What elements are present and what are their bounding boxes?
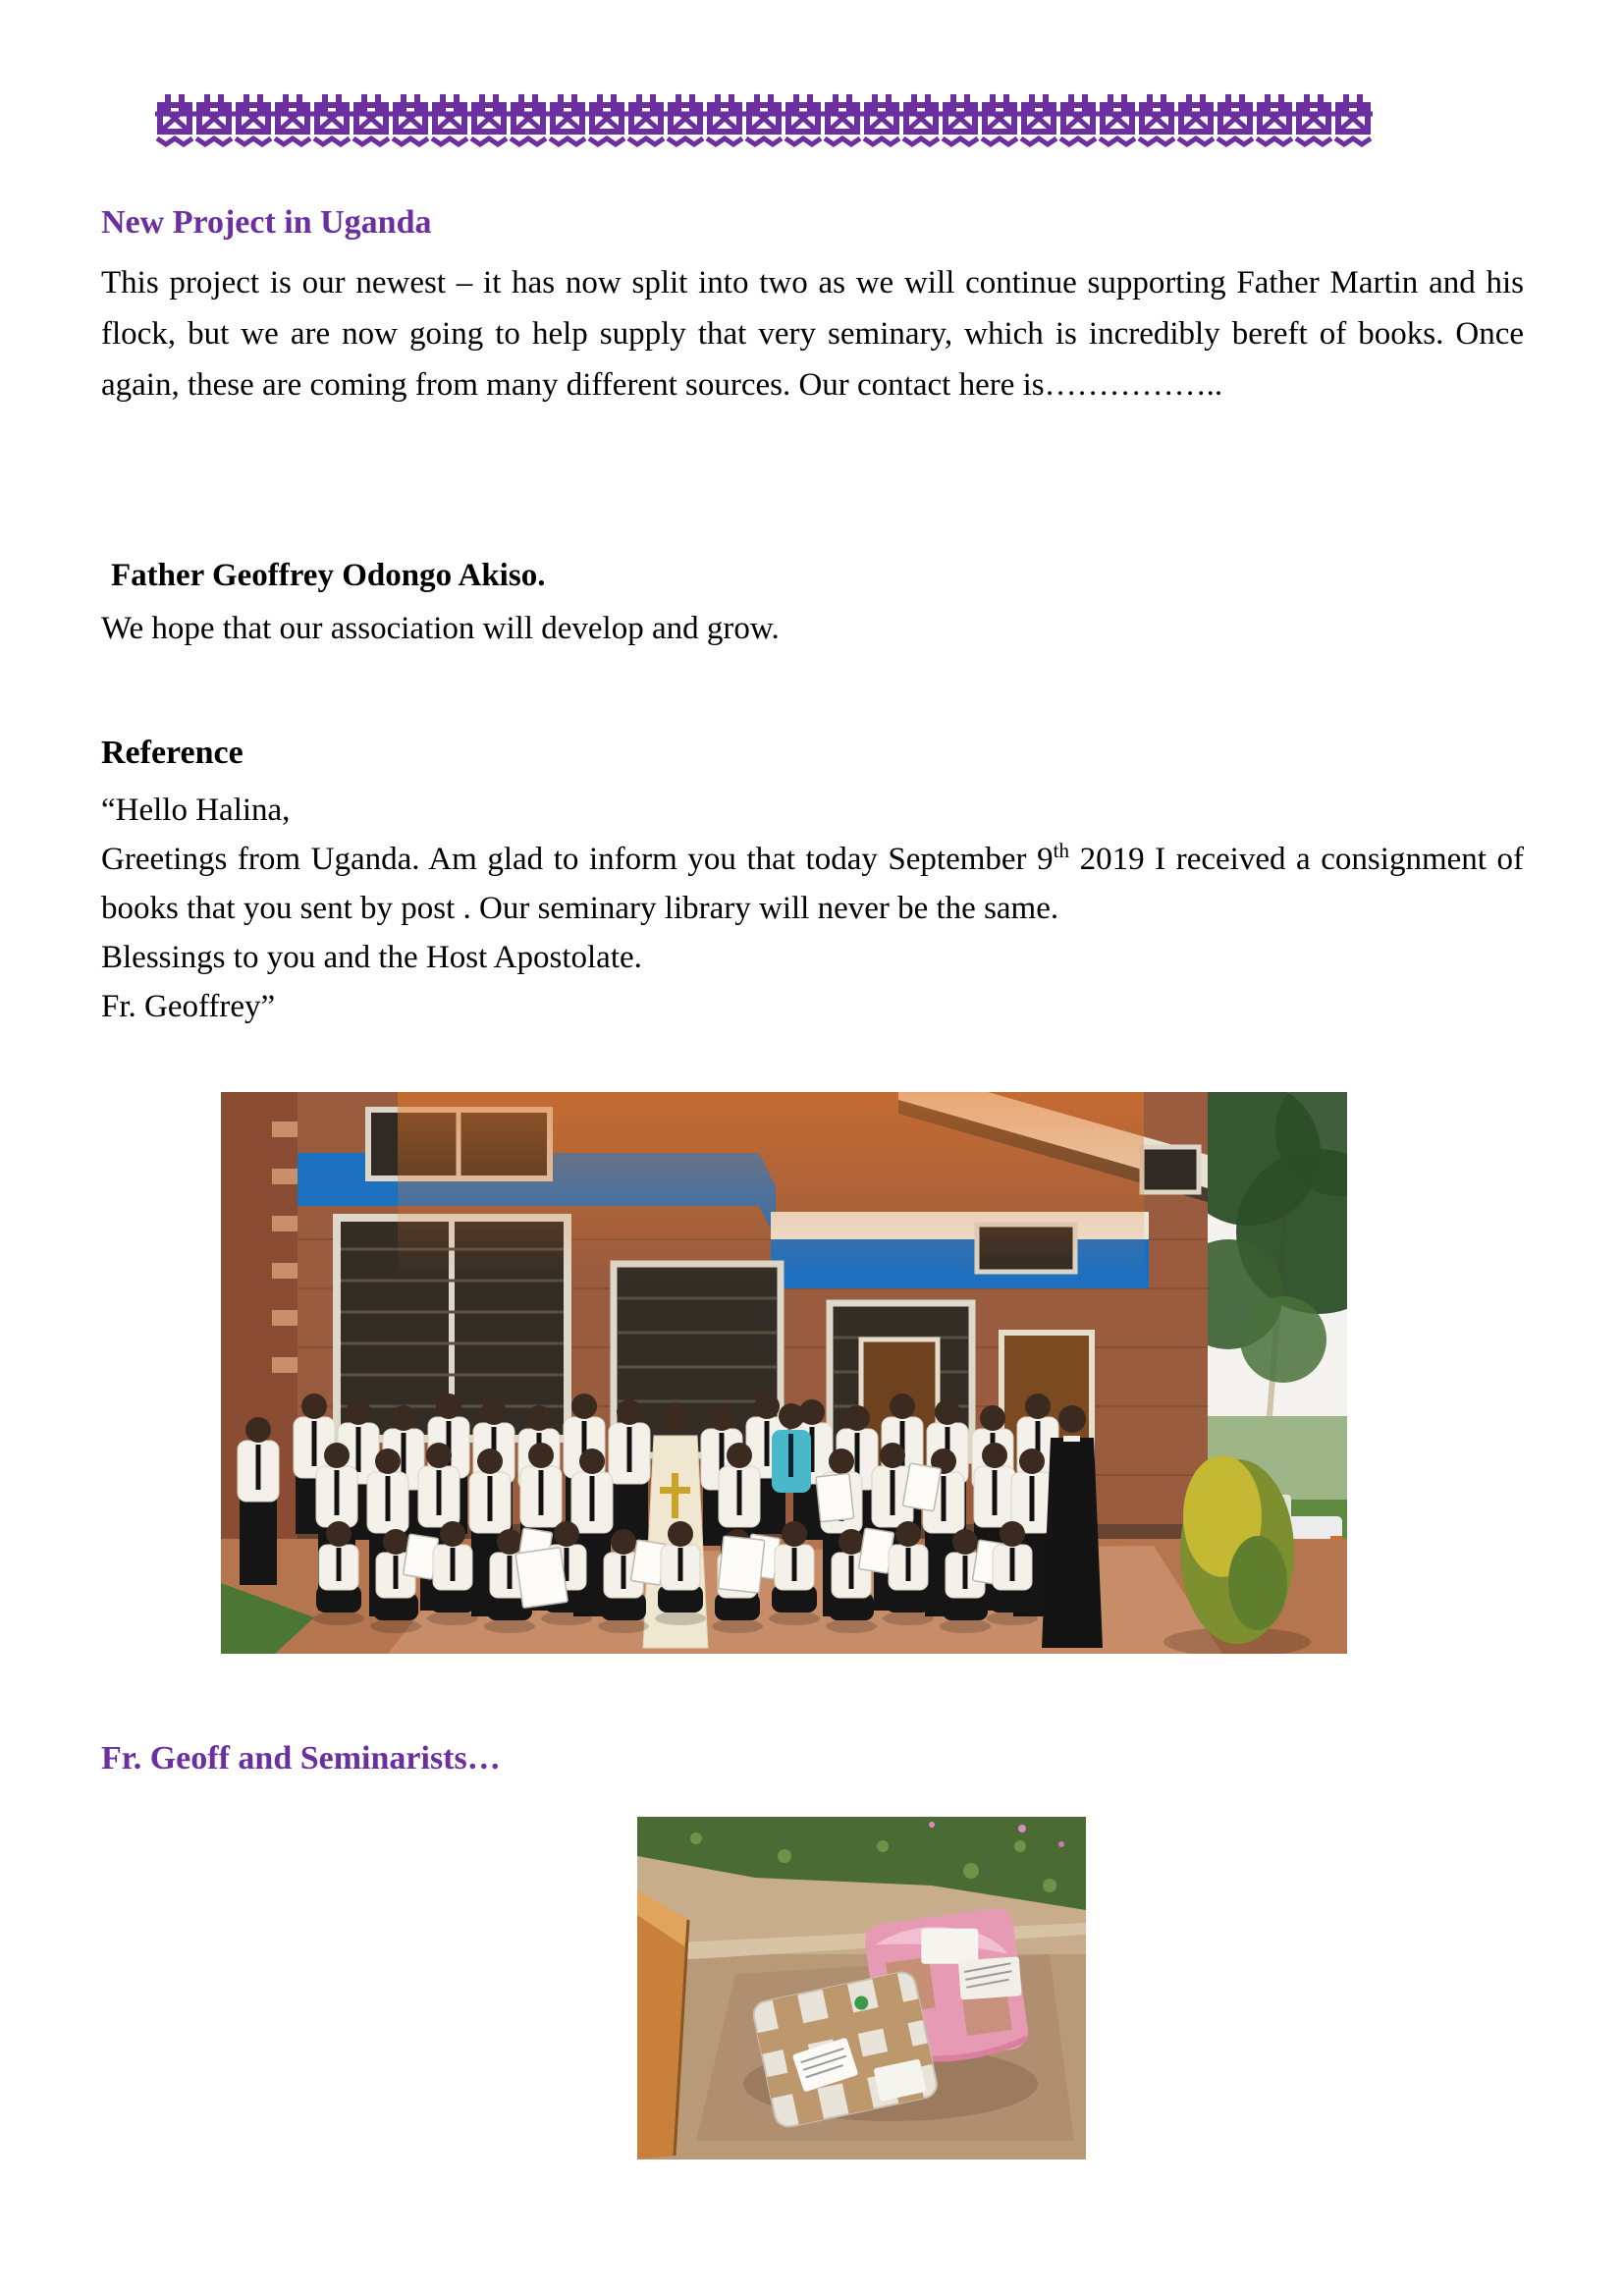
group-photo <box>221 1092 1347 1654</box>
border-ornament-icon <box>901 92 941 149</box>
border-ornament-icon <box>1333 92 1373 149</box>
border-ornament-icon <box>941 92 980 149</box>
decorative-border <box>155 92 1373 149</box>
border-ornament-icon <box>705 92 744 149</box>
border-ornament-icon <box>823 92 862 149</box>
quote-blessing: Blessings to you and the Host Apostolate. <box>101 940 642 975</box>
reference-quote <box>101 786 1524 1031</box>
border-ornament-icon <box>469 92 509 149</box>
quote-greeting <box>101 835 1524 933</box>
border-ornament-icon <box>1019 92 1058 149</box>
quote-signature: Fr. Geoffrey” <box>101 989 276 1024</box>
border-ornament-icon <box>234 92 273 149</box>
border-ornament-icon <box>1176 92 1216 149</box>
border-ornament-icon <box>784 92 823 149</box>
border-ornament-icon <box>312 92 352 149</box>
border-ornament-icon <box>666 92 705 149</box>
photo-caption: Fr. Geoff and Seminarists… <box>101 1740 501 1777</box>
intro-paragraph: This project is our newest – it has now split into two as we will continue supporting Father Martin and his flock, but we are now going to help supply that very seminary, which is incredibly bereft of books. Once again, these are coming from many different sources. Our contact here is…………….. <box>101 265 1524 403</box>
contact-name: Father Geoffrey Odongo Akiso. <box>111 558 546 593</box>
contact-note: We hope that our association will develop and grow. <box>101 611 780 646</box>
border-ornament-icon <box>980 92 1019 149</box>
section-heading-new-project: New Project in Uganda <box>101 204 432 241</box>
border-ornament-icon <box>391 92 430 149</box>
border-ornament-icon <box>1216 92 1255 149</box>
parcels-photo <box>637 1817 1086 2159</box>
quote-greeting-text: Greetings from Uganda. Am glad to inform you that today September 9 <box>101 842 1054 877</box>
border-ornament-icon <box>626 92 666 149</box>
border-ornament-icon <box>194 92 234 149</box>
border-ornament-icon <box>1255 92 1294 149</box>
section-heading-reference: Reference <box>101 735 243 771</box>
border-ornament-icon <box>1098 92 1137 149</box>
border-ornament-icon <box>548 92 587 149</box>
border-ornament-icon <box>862 92 901 149</box>
border-ornament-icon <box>273 92 312 149</box>
quote-salutation: “Hello Halina, <box>101 793 291 828</box>
border-ornament-icon <box>509 92 548 149</box>
border-ornament-icon <box>1137 92 1176 149</box>
ordinal-superscript: th <box>1053 839 1069 862</box>
border-ornament-icon <box>1294 92 1333 149</box>
quote-greeting-text-2: 2019 I received a consignment of books that you sent by post . Our seminary library will never be the same. <box>101 842 1524 926</box>
border-ornament-icon <box>352 92 391 149</box>
border-ornament-icon <box>587 92 626 149</box>
border-ornament-icon <box>155 92 194 149</box>
border-ornament-icon <box>1058 92 1098 149</box>
border-ornament-icon <box>744 92 784 149</box>
border-ornament-icon <box>430 92 469 149</box>
